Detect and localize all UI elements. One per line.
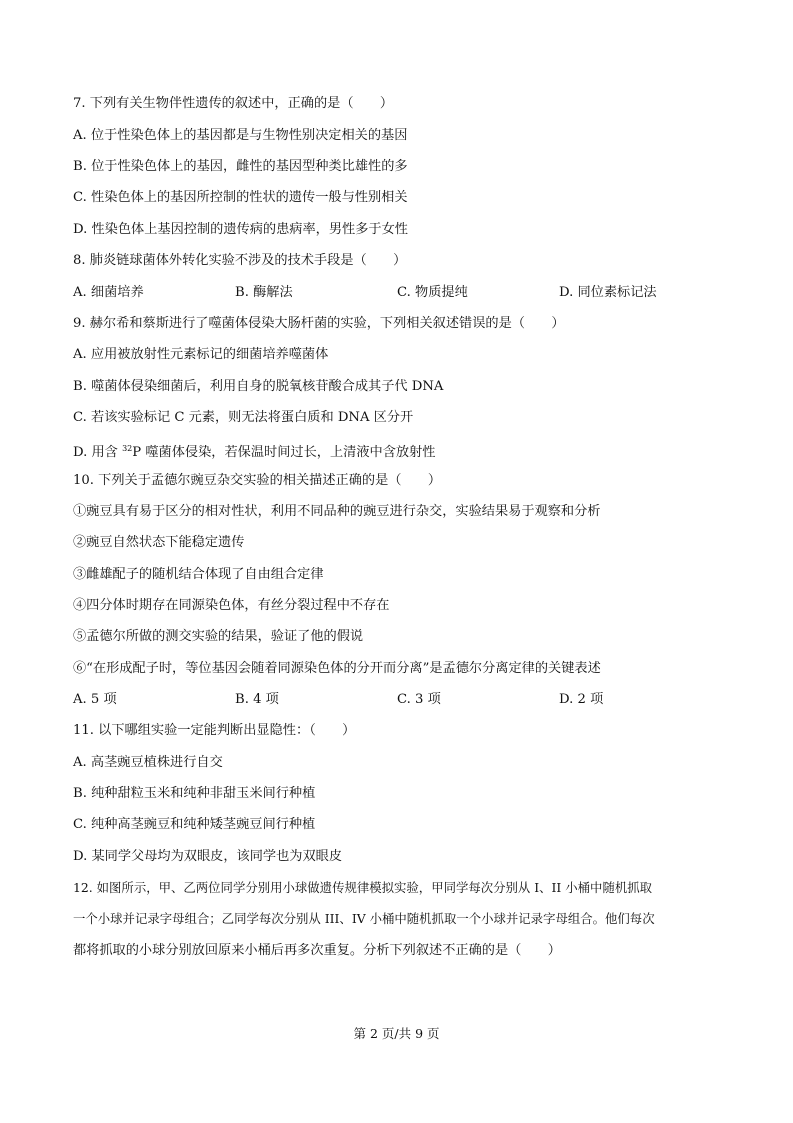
q7-option-a: A. 位于性染色体上的基因都是与生物性别决定相关的基因	[73, 128, 408, 143]
q9-option-b: B. 噬菌体侵染细菌后，利用自身的脱氧核苷酸合成其子代 DNA	[73, 379, 444, 394]
q7-stem: 7. 下列有关生物伴性遗传的叙述中，正确的是（ ）	[73, 96, 394, 111]
q11-option-a: A. 高茎豌豆植株进行自交	[73, 755, 223, 770]
q10-option-a: A. 5 项	[73, 692, 117, 707]
q10-statement-3: ③雌雄配子的随机结合体现了自由组合定律	[73, 567, 324, 582]
q11-option-d: D. 某同学父母均为双眼皮，该同学也为双眼皮	[73, 849, 343, 864]
q9-stem: 9. 赫尔希和蔡斯进行了噬菌体侵染大肠杆菌的实验，下列相关叙述错误的是（ ）	[73, 316, 565, 331]
q12-line-3: 都将抓取的小球分别放回原来小桶后再多次重复。分析下列叙述不正确的是（ ）	[73, 943, 561, 958]
q11-stem: 11. 以下哪组实验一定能判断出显隐性：（ ）	[73, 723, 356, 738]
q9-option-d-suffix: P 噬菌体侵染，若保温时间过长，上清液中含放射性	[132, 445, 436, 460]
q9-option-d	[73, 441, 435, 461]
q8-option-c: C. 物质提纯	[397, 285, 468, 300]
q7-option-c: C. 性染色体上的基因所控制的性状的遗传一般与性别相关	[73, 190, 408, 205]
q10-statement-2: ②豌豆自然状态下能稳定遗传	[73, 535, 245, 550]
q10-statement-6: ⑥“在形成配子时，等位基因会随着同源染色体的分开而分离”是孟德尔分离定律的关键表述	[73, 661, 601, 676]
q10-statement-4: ④四分体时期存在同源染色体，有丝分裂过程中不存在	[73, 598, 390, 613]
q11-option-c: C. 纯种高茎豌豆和纯种矮茎豌豆间行种植	[73, 817, 316, 832]
q11-option-b: B. 纯种甜粒玉米和纯种非甜玉米间行种植	[73, 786, 316, 801]
q7-option-d: D. 性染色体上基因控制的遗传病的患病率，男性多于女性	[73, 222, 408, 237]
q8-option-a: A. 细菌培养	[73, 285, 144, 300]
q8-stem: 8. 肺炎链球菌体外转化实验不涉及的技术手段是（ ）	[73, 253, 407, 268]
q12-line-1: 12. 如图所示，甲、乙两位同学分别用小球做遗传规律模拟实验，甲同学每次分别从 I、II 小桶中随机抓取	[73, 880, 653, 895]
q12-line-2: 一个小球并记录字母组合；乙同学每次分别从 III、IV 小桶中随机抓取一个小球并记录字母组合。他们每次	[73, 911, 655, 926]
page-number: 第 2 页/共 9 页	[353, 1026, 440, 1041]
q10-stem: 10. 下列关于孟德尔豌豆杂交实验的相关描述正确的是（ ）	[73, 473, 442, 488]
q10-option-c: C. 3 项	[397, 692, 441, 707]
q10-option-b: B. 4 项	[235, 692, 279, 707]
q10-option-d: D. 2 项	[559, 692, 604, 707]
q10-statement-1: ①豌豆具有易于区分的相对性状，利用不同品种的豌豆进行杂交，实验结果易于观察和分析	[73, 504, 601, 519]
q9-option-d-prefix: D. 用含	[73, 445, 123, 460]
isotope-mass-number: 32	[122, 444, 133, 453]
q8-option-d: D. 同位素标记法	[559, 285, 657, 300]
q8-option-b: B. 酶解法	[235, 285, 293, 300]
q10-statement-5: ⑤孟德尔所做的测交实验的结果，验证了他的假说	[73, 629, 364, 644]
q7-option-b: B. 位于性染色体上的基因，雌性的基因型种类比雄性的多	[73, 159, 408, 174]
q9-option-c: C. 若该实验标记 C 元素，则无法将蛋白质和 DNA 区分开	[73, 410, 414, 425]
q9-option-a: A. 应用被放射性元素标记的细菌培养噬菌体	[73, 347, 329, 362]
